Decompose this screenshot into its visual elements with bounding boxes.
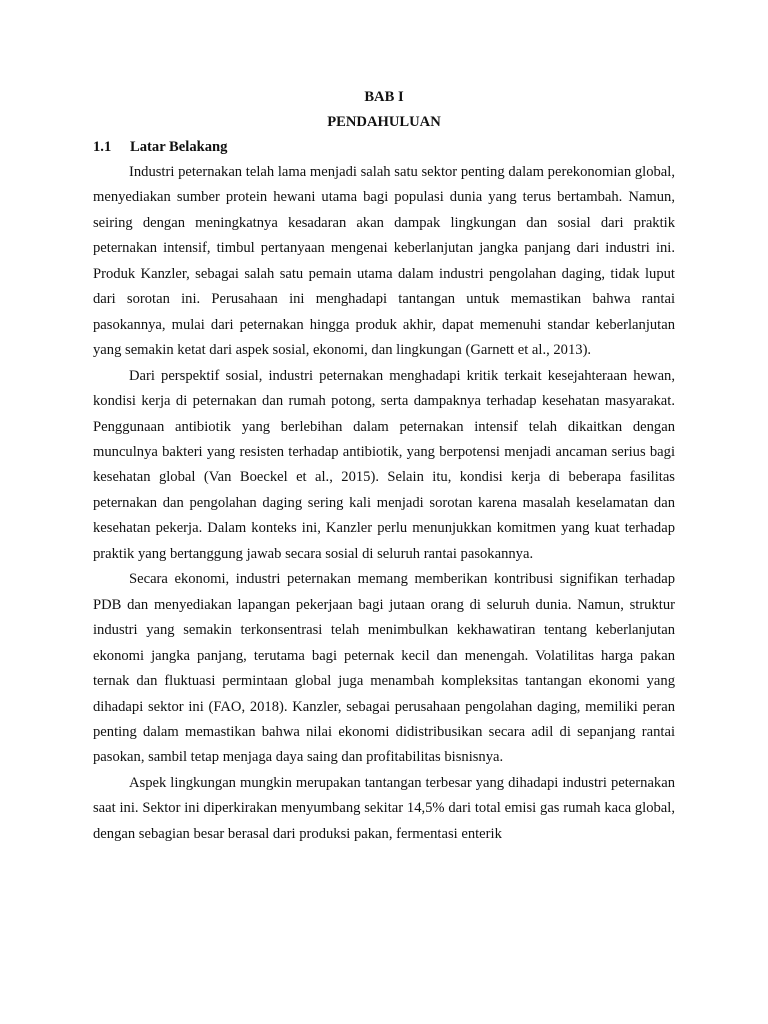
paragraph-4: Aspek lingkungan mungkin merupakan tantangan terbesar yang dihadapi industri peternakan saat ini. Sektor ini diperkirakan menyumbang sekitar 14,5% dari total emisi gas rumah kaca global, dengan sebagian besar berasal dari produksi pakan, fermentasi enterik	[93, 774, 675, 842]
chapter-number: BAB I	[364, 89, 404, 105]
paragraph-2: Dari perspektif sosial, industri peternakan menghadapi kritik terkait kesejahteraan hewan, kondisi kerja di peternakan dan rumah potong, serta dampaknya terhadap kesehatan masyarakat. Penggunaan antibiotik yang berlebihan dalam peternakan intensif telah dikaitkan dengan munculnya bakteri yang resisten terhadap antibiotik, yang berpotensi menjadi ancaman serius bagi kesehatan global (Van Boeckel et al., 2015). Selain itu, kondisi kerja di beberapa fasilitas peternakan dan pengolahan daging sering kali menjadi sorotan karena masalah keselamatan dan kesehatan pekerja. Dalam konteks ini, Kanzler perlu menunjukkan komitmen yang kuat terhadap praktik yang bertanggung jawab secara sosial di seluruh rantai pasokannya.	[93, 367, 675, 562]
section-number: 1.1	[93, 139, 112, 155]
section-heading	[93, 135, 675, 160]
section-title: Latar Belakang	[130, 139, 228, 155]
paragraph-3: Secara ekonomi, industri peternakan memang memberikan kontribusi signifikan terhadap PDB dan menyediakan lapangan pekerjaan bagi jutaan orang di seluruh dunia. Namun, struktur industri yang semakin terkonsentrasi telah menimbulkan kekhawatiran tentang keberlanjutan ekonomi jangka panjang, terutama bagi peternak kecil dan menengah. Volatilitas harga pakan ternak dan fluktuasi permintaan global juga menambah kompleksitas tantangan ekonomi yang dihadapi sektor ini (FAO, 2018). Kanzler, sebagai perusahaan pengolahan daging, memiliki peran penting dalam memastikan bahwa nilai ekonomi didistribusikan secara adil di sepanjang rantai pasokan, sambil tetap menjaga daya saing dan profitabilitas bisnisnya.	[93, 571, 675, 766]
page-content	[93, 85, 675, 847]
paragraph-1: Industri peternakan telah lama menjadi salah satu sektor penting dalam perekonomian global, menyediakan sumber protein hewani utama bagi populasi dunia yang terus bertambah. Namun, seiring dengan meningkatnya kesadaran akan dampak lingkungan dan sosial dari praktik peternakan intensif, timbul pertanyaan mengenai keberlanjutan jangka panjang dari industri ini. Produk Kanzler, sebagai salah satu pemain utama dalam industri pengolahan daging, tidak luput dari sorotan ini. Perusahaan ini menghadapi tantangan untuk memastikan bahwa rantai pasokannya, mulai dari peternakan hingga produk akhir, dapat memenuhi standar keberlanjutan yang semakin ketat dari aspek sosial, ekonomi, dan lingkungan (Garnett et al., 2013).	[93, 164, 675, 359]
chapter-title: PENDAHULUAN	[327, 114, 441, 130]
